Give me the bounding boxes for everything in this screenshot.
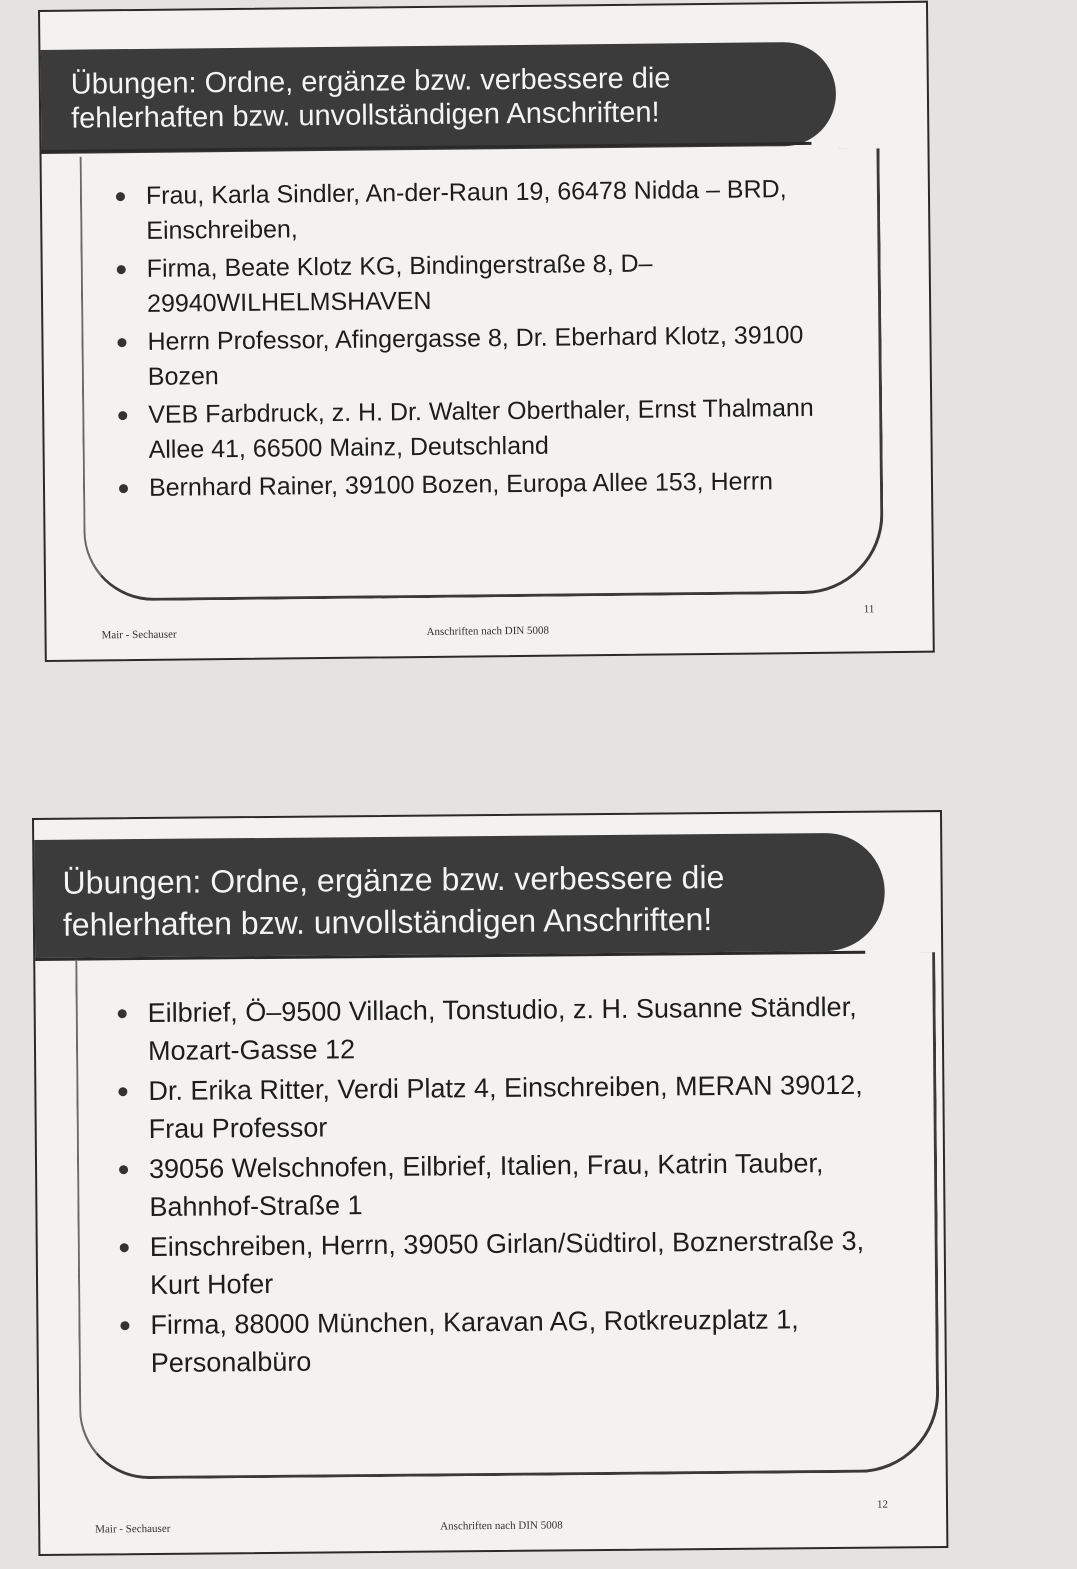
list-item <box>113 318 834 396</box>
item-text: VEB Farbdruck, z. H. Dr. Walter Oberthaler, Ernst Thalmann Allee 41, 66500 Mainz, Deutschland <box>148 393 814 464</box>
list-item <box>115 1143 896 1226</box>
bullet-icon <box>118 1009 127 1018</box>
bullet-icon <box>119 484 128 493</box>
bullet-icon <box>116 192 125 201</box>
item-text: Frau, Karla Sindler, An-der-Raun 19, 66478 Nidda – BRD, Einschreiben, <box>145 175 787 245</box>
bullet-icon <box>117 338 126 347</box>
item-text: Firma, Beate Klotz KG, Bindingerstraße 8, D–29940WILHELMSHAVEN <box>146 249 653 318</box>
bullet-icon <box>120 1321 129 1330</box>
bullet-icon <box>118 411 127 420</box>
bullet-icon <box>120 1243 129 1252</box>
bullet-icon <box>117 265 126 274</box>
address-list <box>112 172 835 510</box>
item-text: Firma, 88000 München, Karavan AG, Rotkreuzplatz 1, Personalbüro <box>150 1304 799 1378</box>
list-item <box>112 172 833 250</box>
item-text: Herrn Professor, Afingergasse 8, Dr. Eberhard Klotz, 39100 Bozen <box>147 321 804 391</box>
list-item <box>116 1299 897 1382</box>
footer-author: Mair - Sechauser <box>101 628 177 642</box>
footer-title: Anschriften nach DIN 5008 <box>440 1519 563 1533</box>
slide-title: Übungen: Ordne, ergänze bzw. verbessere die fehlerhaften bzw. unvollständigen Anschriften! <box>40 42 836 154</box>
list-item <box>114 391 835 469</box>
list-item <box>115 464 835 507</box>
list-item <box>113 245 834 323</box>
list-item <box>114 1065 895 1148</box>
item-text: Eilbrief, Ö–9500 Villach, Tonstudio, z. H. Susanne Ständler, Mozart-Gasse 12 <box>147 991 857 1066</box>
footer-title: Anschriften nach DIN 5008 <box>426 624 550 638</box>
list-item <box>116 1221 897 1304</box>
item-text: Bernhard Rainer, 39100 Bozen, Europa Allee 153, Herrn <box>148 467 774 502</box>
address-list <box>114 987 897 1384</box>
slide-12 <box>32 810 948 1556</box>
slide-11 <box>38 1 935 662</box>
page-number: 12 <box>876 1498 889 1511</box>
footer-author: Mair - Sechauser <box>95 1522 171 1536</box>
list-item <box>114 987 895 1070</box>
page-number: 11 <box>863 603 875 616</box>
item-text: Einschreiben, Herrn, 39050 Girlan/Südtirol, Boznerstraße 3, Kurt Hofer <box>149 1225 865 1300</box>
item-text: Dr. Erika Ritter, Verdi Platz 4, Einschreiben, MERAN 39012, Frau Professor <box>148 1069 863 1144</box>
slide-title: Übungen: Ordne, ergänze bzw. verbessere die fehlerhaften bzw. unvollständigen Anschriften! <box>34 833 885 958</box>
bullet-icon <box>118 1087 127 1096</box>
item-text: 39056 Welschnofen, Eilbrief, Italien, Frau, Katrin Tauber, Bahnhof-Straße 1 <box>148 1148 824 1222</box>
bullet-icon <box>119 1165 128 1174</box>
